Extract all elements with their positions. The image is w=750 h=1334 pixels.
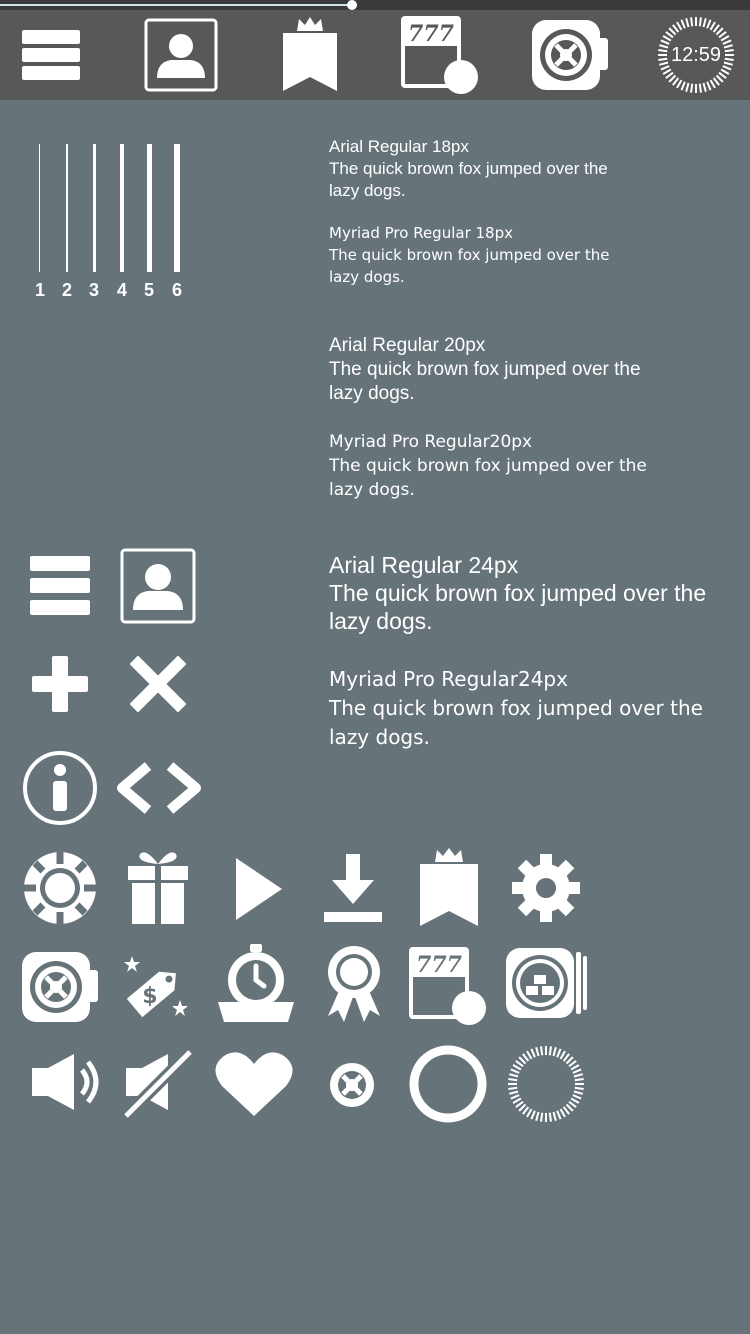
stroke-line-2 [66,144,68,272]
sample-title: Myriad Pro Regular24px [329,667,568,691]
svg-text:777: 777 [408,21,454,47]
award-ribbon-icon[interactable] [318,944,390,1024]
sample-text: The quick brown fox jumped over the lazy dogs. [329,359,641,404]
ring-icon[interactable] [408,1044,488,1124]
gear-icon[interactable] [510,852,582,924]
mute-icon[interactable] [122,1048,194,1120]
stroke-label: 5 [143,280,154,300]
price-tag-icon[interactable] [118,950,194,1024]
timer-button[interactable] [656,10,736,100]
stroke-line-3 [93,144,96,272]
sample-title: Myriad Pro Regular20px [329,432,533,452]
gold-vault-icon[interactable] [504,946,588,1020]
sample-text: The quick brown fox jumped over the lazy dogs. [329,696,703,749]
stroke-line-4 [120,144,124,272]
small-vault-dial-icon[interactable] [328,1061,376,1109]
clock-time: 12:59 [670,43,722,66]
stroke-line-5 [147,144,152,272]
font-sample-arial-18 [329,136,739,202]
font-sample-myriad-18 [329,222,739,288]
gift-icon[interactable] [126,848,190,926]
slot-machine-icon[interactable] [408,946,488,1026]
stroke-label: 6 [171,280,182,300]
font-sample-myriad-20 [329,430,739,502]
menu-button[interactable] [18,10,84,100]
sample-title: Myriad Pro Regular 18px [329,224,513,242]
stopwatch-icon[interactable] [216,942,296,1024]
vault-icon[interactable] [20,950,100,1024]
profile-button[interactable] [142,10,220,100]
profile-icon [144,18,218,92]
svg-text:$: $ [142,984,158,1010]
stroke-line-1 [39,144,40,272]
sample-title: Arial Regular 24px [329,552,519,578]
svg-text:777: 777 [416,952,462,978]
sample-title: Arial Regular 18px [329,137,469,156]
menu-icon [20,24,82,86]
sample-text: The quick brown fox jumped over the lazy dogs. [329,159,608,200]
play-icon[interactable] [234,856,284,922]
sample-text: The quick brown fox jumped over the lazy dogs. [329,580,707,634]
progress-fill [0,4,352,6]
slots-button[interactable] [400,10,480,100]
speaker-icon[interactable] [30,1052,102,1112]
stroke-line-6 [174,144,180,272]
stroke-label: 2 [61,280,72,300]
plus-icon[interactable] [30,654,90,714]
crown-bookmark-icon[interactable] [418,848,480,928]
vault-icon [530,18,610,92]
sample-text: The quick brown fox jumped over the lazy dogs. [329,456,647,500]
info-icon[interactable] [22,750,98,826]
slot-machine-icon [400,15,480,95]
stroke-label: 1 [34,280,45,300]
download-icon[interactable] [322,852,384,924]
code-arrows-icon[interactable] [116,762,202,814]
casino-chip-icon[interactable] [22,850,98,926]
font-sample-myriad-24 [329,665,739,752]
vault-button[interactable] [530,10,610,100]
font-sample-arial-24 [329,551,739,635]
stroke-label: 3 [88,280,99,300]
rewards-button[interactable] [280,10,340,100]
progress-knob[interactable] [347,0,357,10]
font-sample-arial-20 [329,334,739,406]
close-icon[interactable] [130,656,186,712]
crown-bookmark-icon [281,17,339,93]
loading-spinner-icon[interactable] [506,1044,586,1124]
sample-text: The quick brown fox jumped over the lazy dogs. [329,246,610,286]
stroke-label: 4 [116,280,127,300]
top-toolbar [0,10,750,100]
menu-icon[interactable] [28,554,92,618]
profile-icon[interactable] [120,548,196,624]
sample-title: Arial Regular 20px [329,335,486,356]
heart-icon[interactable] [214,1050,294,1118]
